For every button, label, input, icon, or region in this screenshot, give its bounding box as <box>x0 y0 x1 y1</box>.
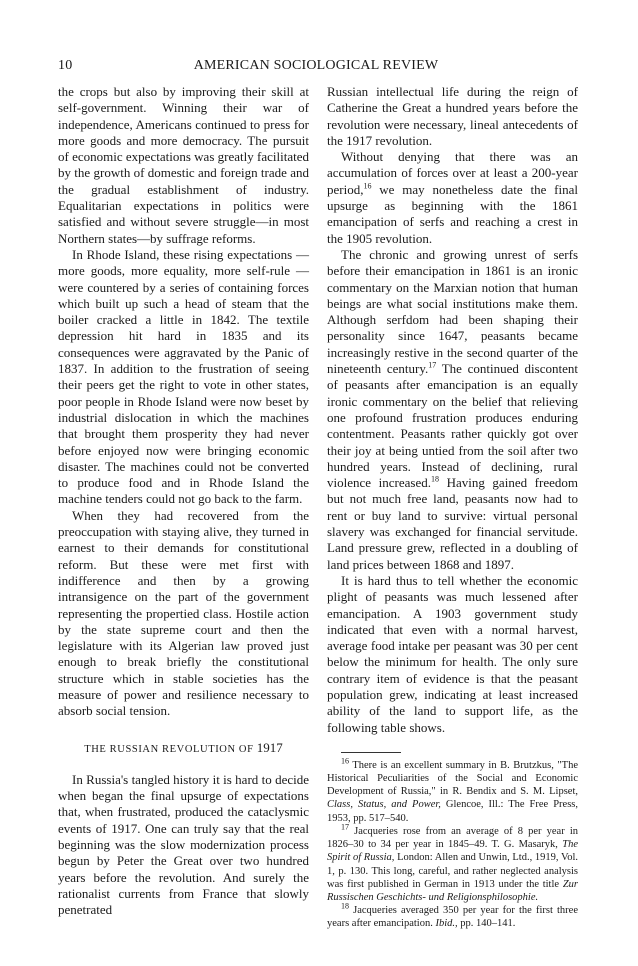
section-heading-text: THE RUSSIAN REVOLUTION OF <box>84 743 254 755</box>
footnote-number: 17 <box>341 822 349 832</box>
footnote <box>327 901 578 930</box>
footnote-number: 18 <box>341 901 349 911</box>
paragraph: In Russia's tangled history it is hard to decide when began the final upsurge of expectations that, when frustrated, produced the cataclysmic events of 1917. One can truly say that the real beginning was the slow modernization process begun by Peter the Great over two hundred years before the revolution. And surely the rationalist currents from France that slowly penetrated <box>58 771 309 918</box>
running-head: AMERICAN SOCIOLOGICAL REVIEW <box>193 58 439 73</box>
text-run: Without denying that there was an accumulation of forces over at least a 200-year period, <box>327 149 578 197</box>
section-heading-year: 1917 <box>256 739 283 755</box>
footnote-text: pp. 140–141. <box>457 918 516 930</box>
footnote-text: Jacqueries rose from an average of 8 per year in 1826–30 to 34 per year in 1845–49. T. G. Masaryk, <box>327 825 578 851</box>
paragraph <box>327 149 578 247</box>
paragraph: It is hard thus to tell whether the economic plight of peasants was much lessened after emancipation. A 1903 government study indicated that even with a normal harvest, average food intake per peasant was 30 per cent below the minimum for health. The only sure contrary item of evidence is that the peasant population grew, indicating at least increased ability of the land to support life, as the following table shows. <box>327 572 578 735</box>
footnote-text: London: Allen and Unwin, Ltd., 1919, Vol. 1, p. 130. This long, careful, and rather neglected analysis was first published in German in 1913 under the title <box>327 852 578 890</box>
section-heading <box>58 740 309 758</box>
text-run: The continued discontent of peasants after emancipation is an equally ironic commentary on the belief that relieving one profound frustration produces enduring contentment. Peasants rather quickly got over their joy at being untied from the soil after two hundred years. Instead of declining, rural violence increased. <box>327 361 578 491</box>
paragraph: In Rhode Island, these rising expectations —more goods, more equality, more self-rule —were countered by a series of containing forces which built up such a head of steam that the boiler cracked a little in 1842. The textile depression hit hard in 1835 and its consequences were aggravated by the Panic of 1837. In addition to the frustration of seeing their peers get the right to vote in other states, poor people in Rhode Island were now beset by industrial dislocation in which the machines that brought them prosperity they had never before enjoyed now were bringing economic disaster. The machines could not be converted to produce food and in Rhode Island the machine tenders could not go back to the farm. <box>58 246 309 507</box>
page-number: 10 <box>58 58 73 73</box>
footnote-divider <box>341 752 401 753</box>
footnote-title: The Spirit of Russia, <box>327 839 578 864</box>
footnote-title: Zur Russischen Geschichts- und Religionsphilosophie. <box>327 878 578 903</box>
text-run: The chronic and growing unrest of serfs before their emancipation in 1861 is an ironic commentary on the Marxian notion that human beings are what social institutions make them. Although serfdom had been shaping their personality since 1647, peasants became increasingly restive in the second quarter of the nineteenth century. <box>327 246 578 377</box>
text-run: we may nonetheless date the final upsurge as beginning with the 1861 emancipation of serfs and reaching a crest in the 1905 revolution. <box>327 181 578 246</box>
paragraph: When they had recovered from the preoccupation with staying alive, they turned in earnest to their demands for constitutional reform. But these were met first with indifference and then by a growing intransigence on the part of the government representing the propertied class. Hostile action by the state supreme court and then the legislature with its Algerian law proved just enough to break briefly the constitutional structure which in stable societies has the measure of power and resilience necessary to absorb social tension. <box>58 507 309 719</box>
footnote-number: 16 <box>341 756 349 766</box>
paragraph: Russian intellectual life during the reign of Catherine the Great a hundred years before the revolution were necessary, lineal antecedents of the 1917 revolution. <box>327 84 578 148</box>
footnote-ref: 18 <box>430 474 439 484</box>
footnote-title: Ibid., <box>435 918 458 930</box>
footnote-ref: 16 <box>363 181 372 191</box>
text-run: Having gained freedom but not much free land, peasants now had to rent or buy land to survive: virtual personal slavery was exchanged for financial servitude. Land pressure grew, reflected in a doubling of land prices between 1868 and 1897. <box>327 475 578 572</box>
footnote <box>327 756 578 825</box>
left-column <box>58 84 309 919</box>
right-column <box>327 84 578 931</box>
footnote-text: Jacqueries averaged 350 per year for the first three years after emancipation. <box>327 905 578 930</box>
footnote-text: Glencoe, Ill.: The Free Press, 1953, pp. 517–540. <box>327 799 578 824</box>
footnotes <box>327 756 578 931</box>
paragraph <box>327 247 578 573</box>
paragraph: the crops but also by improving their skill at self-government. Winning their war of independence, Americans continued to press for more goods and more democracy. The pursuit of economic expectations was greatly facilitated by the growth of domestic and foreign trade and the gradual establishment of industry. Equalitarian expectations in politics were satisfied and without severe struggle—in most Northern states—by suffrage reforms. <box>58 84 309 246</box>
footnote <box>327 822 578 904</box>
footnote-ref: 17 <box>428 360 437 370</box>
page-header <box>58 58 574 78</box>
footnote-title: Class, Status, and Power, <box>327 799 441 811</box>
footnote-text: There is an excellent summary in B. Brutzkus, "The Historical Peculiarities of the Social and Economic Development of Russia," in R. Bendix and S. M. Lipset, <box>327 759 578 798</box>
